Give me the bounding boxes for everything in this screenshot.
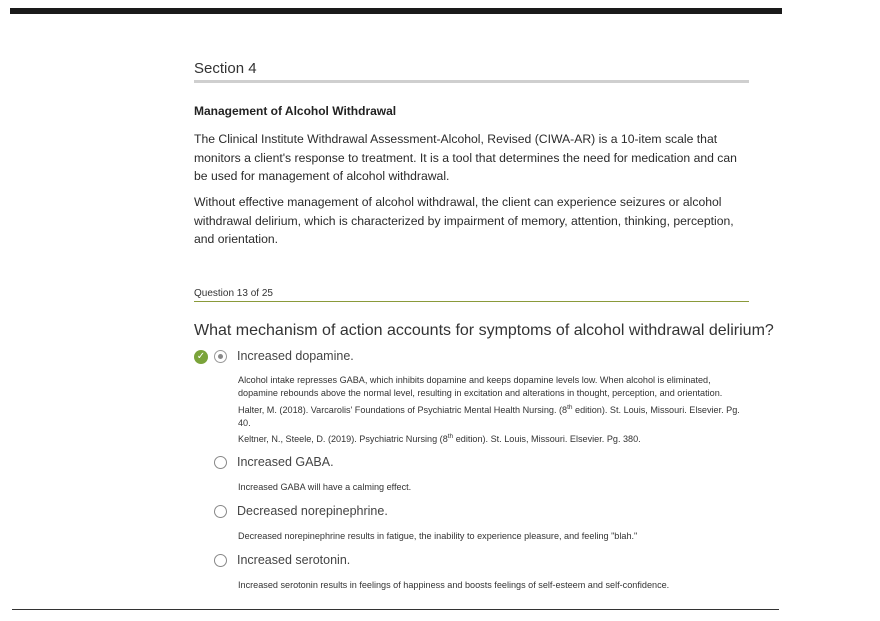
- radio-button[interactable]: [214, 456, 227, 469]
- question-text: What mechanism of action accounts for symptoms of alcohol withdrawal delirium?: [194, 322, 774, 339]
- content-paragraph-2: Without effective management of alcohol withdrawal, the client can experience seizures or alcohol withdrawal delirium, which is characterized by impairment of memory, attention, thinking, perception, and orientation.: [194, 195, 734, 246]
- reference-1: Halter, M. (2018). Varcarolis' Foundations of Psychiatric Mental Health Nursing. (8th edition). St. Louis, Missouri. Elsevier. Pg. 40.: [238, 403, 740, 428]
- answer-option-4[interactable]: [194, 553, 750, 590]
- answer-option-3[interactable]: [194, 504, 750, 541]
- radio-button-selected[interactable]: [214, 350, 227, 363]
- answer-option-2[interactable]: [194, 455, 750, 492]
- question-divider: [194, 301, 749, 302]
- radio-button[interactable]: [214, 554, 227, 567]
- option-feedback: [238, 374, 750, 447]
- option-label[interactable]: Increased serotonin.: [237, 553, 351, 567]
- check-circle-icon: ✓: [194, 350, 208, 364]
- option-label[interactable]: Increased dopamine.: [237, 349, 354, 363]
- bottom-divider: [12, 609, 779, 610]
- content-heading: Management of Alcohol Withdrawal: [194, 104, 397, 118]
- answer-option-1[interactable]: [194, 349, 750, 445]
- content-paragraph-1: The Clinical Institute Withdrawal Assessment-Alcohol, Revised (CIWA-AR) is a 10-item scale that monitors a client's response to treatment. It is a tool that determines the need for medication and can be used for management of alcohol withdrawal.: [194, 132, 737, 183]
- option-feedback: Decreased norepinephrine results in fatigue, the inability to experience pleasure, and feeling "blah.": [238, 531, 638, 541]
- feedback-explanation: Alcohol intake represses GABA, which inhibits dopamine and keeps dopamine levels low. When alcohol is eliminated, dopamine rebounds above the normal level, resulting in excitation and alterations in thought, perception, and orientation.: [238, 375, 723, 399]
- option-feedback: Increased GABA will have a calming effect.: [238, 482, 412, 492]
- top-bar: [10, 8, 782, 14]
- option-label[interactable]: Decreased norepinephrine.: [237, 504, 388, 518]
- section-title: Section 4: [194, 60, 257, 77]
- radio-button[interactable]: [214, 505, 227, 518]
- question-counter: Question 13 of 25: [194, 288, 273, 299]
- section-divider: [194, 80, 749, 83]
- option-feedback: Increased serotonin results in feelings of happiness and boosts feelings of self-esteem and self-confidence.: [238, 580, 670, 590]
- reference-2: Keltner, N., Steele, D. (2019). Psychiatric Nursing (8th edition). St. Louis, Missouri. Elsevier. Pg. 380.: [238, 433, 641, 445]
- option-label[interactable]: Increased GABA.: [237, 455, 334, 469]
